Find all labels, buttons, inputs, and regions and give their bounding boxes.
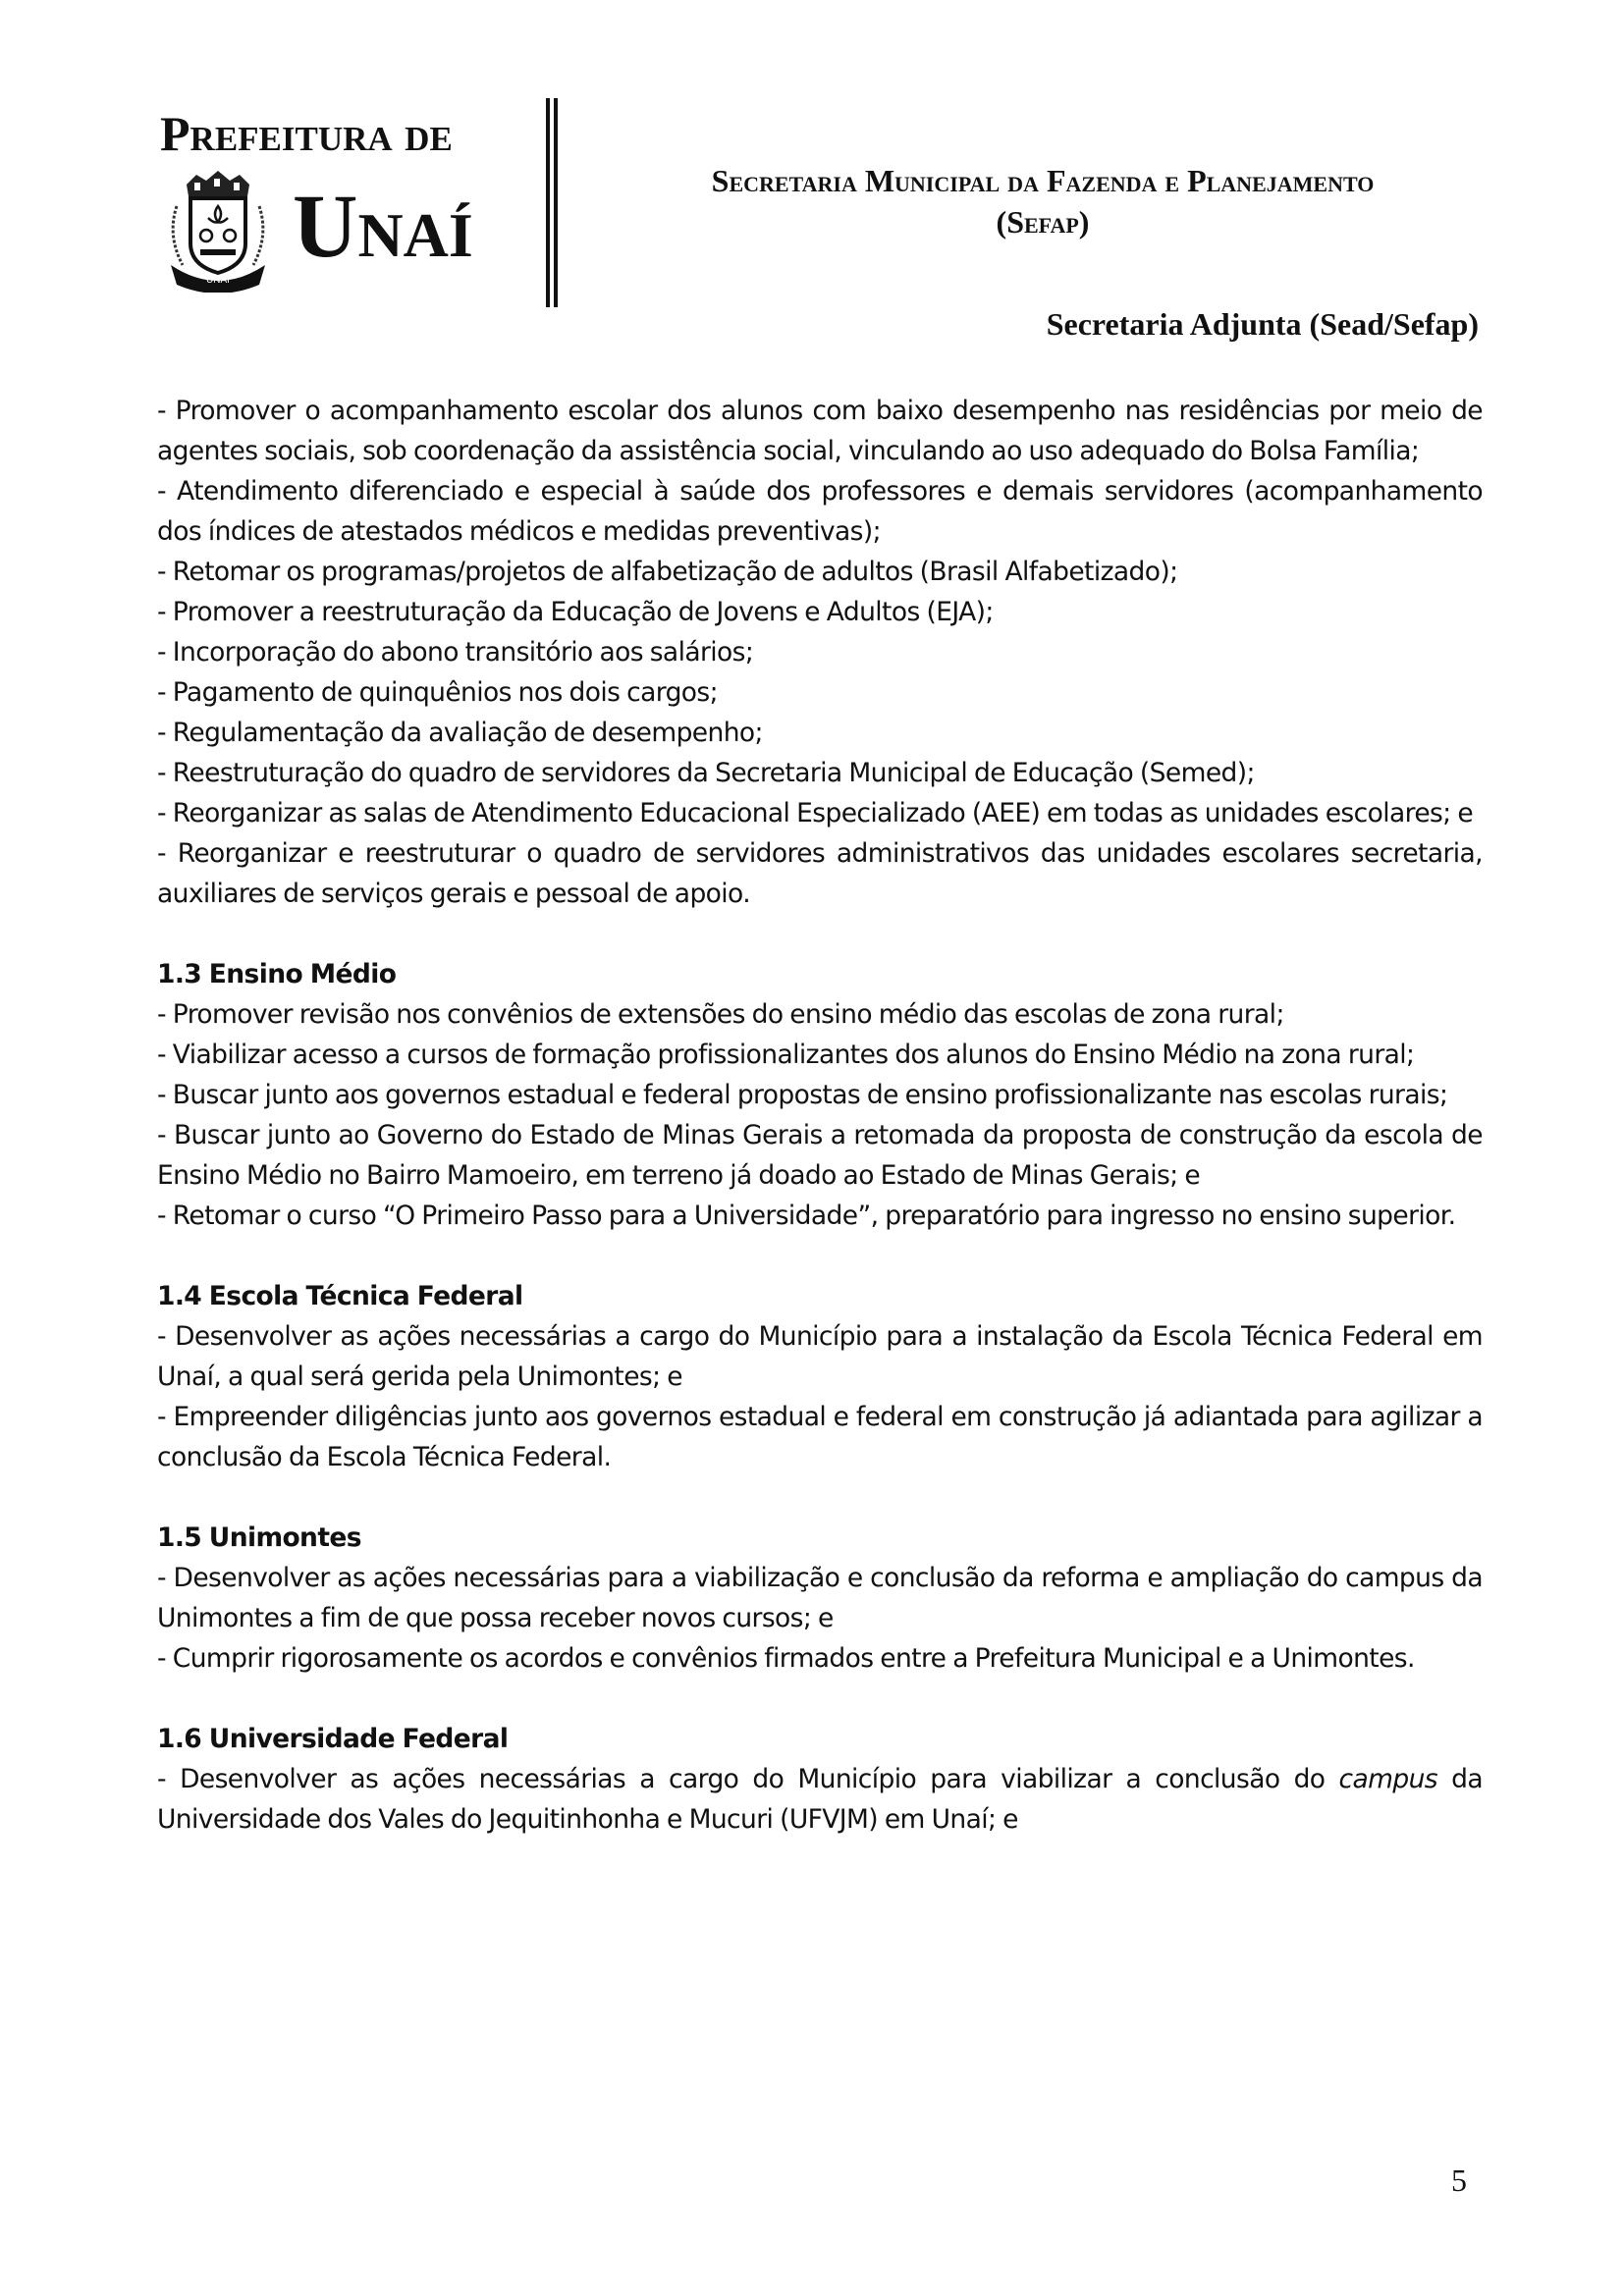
logo-title-line2: Unaí	[293, 176, 473, 276]
department-abbreviation: (Sefap)	[996, 204, 1090, 240]
list-item: - Promover a reestruturação da Educação de Jovens e Adultos (EJA);	[157, 597, 994, 627]
list-item: - Reestruturação do quadro de servidores da Secretaria Municipal de Educação (Semed);	[157, 758, 1255, 788]
intro-list	[157, 391, 1483, 914]
list-item: - Desenvolver as ações necessárias a cargo do Município para a instalação da Escola Técnica Federal em Unaí, a qual será gerida pela Unimontes; e	[157, 1321, 1483, 1392]
department-name: Secretaria Municipal da Fazenda e Planejamento	[711, 163, 1375, 198]
list-item: - Atendimento diferenciado e especial à saúde dos professores e demais servidores (acompanhamento dos índices de atestados médicos e medidas preventivas);	[157, 476, 1483, 547]
list-item: - Reorganizar e reestruturar o quadro de servidores administrativos das unidades escolares secretaria, auxiliares de serviços gerais e pessoal de apoio.	[157, 838, 1483, 909]
section-heading: 1.3 Ensino Médio	[157, 959, 397, 989]
header-divider	[546, 98, 550, 307]
list-item: - Incorporação do abono transitório aos salários;	[157, 637, 754, 667]
section-escola-tecnica-federal	[157, 1276, 1483, 1477]
list-item: - Buscar junto aos governos estadual e federal propostas de ensino profissionalizante nas escolas rurais;	[157, 1080, 1448, 1110]
list-item: - Empreender diligências junto aos governos estadual e federal em construção já adiantada para agilizar a conclusão da Escola Técnica Federal.	[157, 1402, 1483, 1472]
coat-of-arms-icon	[157, 167, 280, 293]
document-body	[157, 391, 1483, 1840]
list-item: - Cumprir rigorosamente os acordos e convênios firmados entre a Prefeitura Municipal e a Unimontes.	[157, 1643, 1415, 1674]
header-divider	[554, 98, 558, 307]
list-item: - Retomar os programas/projetos de alfabetização de adultos (Brasil Alfabetizado);	[157, 557, 1178, 587]
list-item: - Buscar junto ao Governo do Estado de Minas Gerais a retomada da proposta de construção da escola de Ensino Médio no Bairro Mamoeiro, em terreno já doado ao Estado de Minas Gerais; e	[157, 1120, 1483, 1191]
section-heading: 1.4 Escola Técnica Federal	[157, 1281, 523, 1311]
item-text: da Universidade dos Vales do Jequitinhonha e Mucuri (UFVJM) em Unaí; e	[157, 1764, 1483, 1835]
section-heading: 1.6 Universidade Federal	[157, 1724, 509, 1754]
svg-text:UNAÍ: UNAÍ	[206, 275, 230, 286]
section-heading: 1.5 Unimontes	[157, 1522, 361, 1553]
logo-title-line1: Prefeitura de	[160, 106, 453, 161]
list-item: - Viabilizar acesso a cursos de formação profissionalizantes dos alunos do Ensino Médio na zona rural;	[157, 1040, 1415, 1070]
list-item	[157, 1759, 1483, 1840]
section-unimontes	[157, 1518, 1483, 1679]
list-item: - Desenvolver as ações necessárias para a viabilização e conclusão da reforma e ampliação do campus da Unimontes a fim de que possa receber novos cursos; e	[157, 1563, 1483, 1633]
item-text-italic: campus	[1338, 1764, 1437, 1794]
list-item: - Pagamento de quinquênios nos dois cargos;	[157, 677, 718, 708]
section-ensino-medio	[157, 954, 1483, 1236]
item-text: - Desenvolver as ações necessárias a cargo do Município para viabilizar a conclusão do	[157, 1764, 1339, 1794]
list-item: - Promover o acompanhamento escolar dos alunos com baixo desempenho nas residências por meio de agentes sociais, sob coordenação da assistência social, vinculando ao uso adequado do Bolsa Família;	[157, 396, 1483, 466]
page-number: 5	[1451, 2163, 1467, 2198]
list-item: - Promover revisão nos convênios de extensões do ensino médio das escolas de zona rural;	[157, 999, 1284, 1030]
list-item: - Retomar o curso “O Primeiro Passo para a Universidade”, preparatório para ingresso no ensino superior.	[157, 1201, 1456, 1231]
sub-department-name: Secretaria Adjunta (Sead/Sefap)	[1046, 306, 1479, 342]
section-universidade-federal	[157, 1719, 1483, 1840]
list-item: - Regulamentação da avaliação de desempenho;	[157, 718, 763, 748]
list-item: - Reorganizar as salas de Atendimento Educacional Especializado (AEE) em todas as unidades escolares; e	[157, 798, 1474, 828]
